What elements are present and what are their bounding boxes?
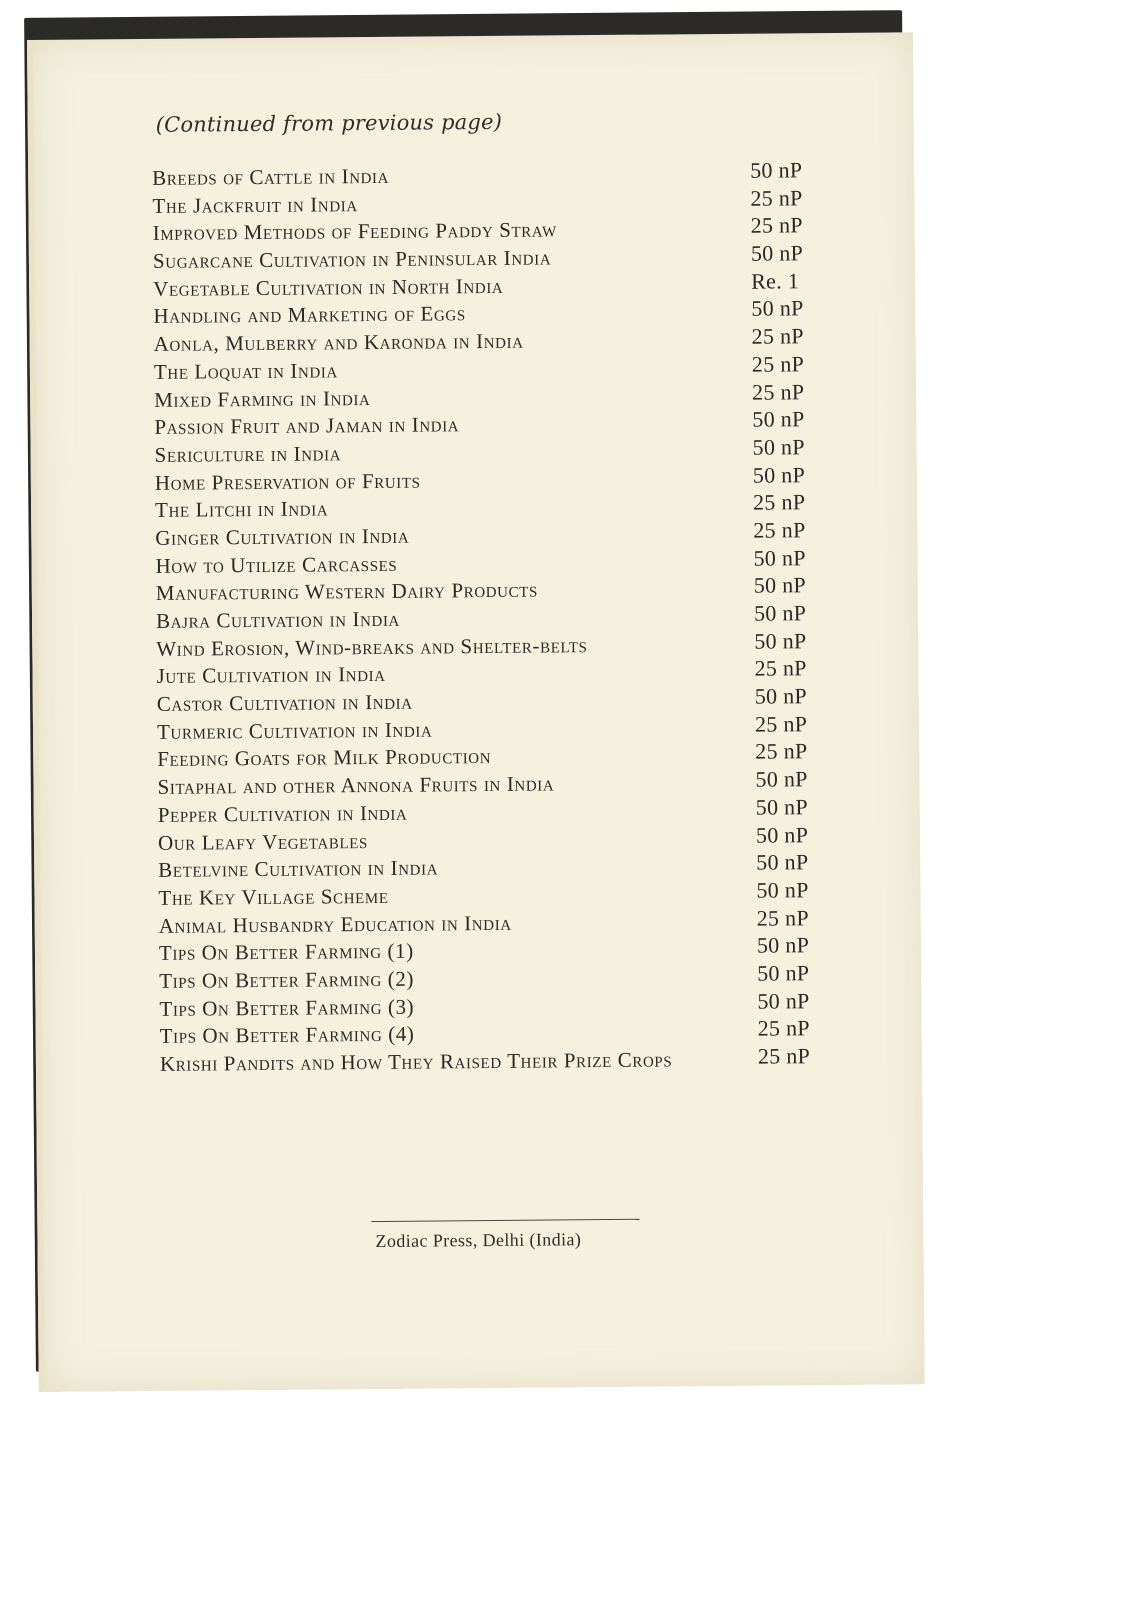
publication-price: 25 nP <box>750 212 804 239</box>
publication-price: 25 nP <box>753 517 806 543</box>
continued-note: (Continued from previous page) <box>155 109 503 137</box>
publication-title: The Jackfruit in India <box>152 191 358 218</box>
publication-title: Castor Cultivation in India <box>156 689 413 716</box>
publication-price: 50 nP <box>750 240 804 266</box>
publication-price: 25 nP <box>751 378 805 405</box>
publication-title: Jute Cultivation in India <box>156 662 386 689</box>
publication-price: 25 nP <box>750 184 803 211</box>
publication-price: 50 nP <box>756 849 809 875</box>
printer-imprint: Zodiac Press, Delhi (India) <box>375 1229 582 1252</box>
book-page <box>27 32 925 1392</box>
publication-title: Bajra Cultivation in India <box>155 606 401 633</box>
publication-title: Sericulture in India <box>154 441 342 467</box>
publication-title: Pepper Cultivation in India <box>157 800 408 827</box>
publication-price: 50 nP <box>753 572 807 598</box>
publication-price: 50 nP <box>756 877 809 903</box>
publication-title: Home Preservation of Fruits <box>154 468 421 495</box>
publication-title: Ginger Cultivation in India <box>155 523 410 550</box>
publication-price: 25 nP <box>751 323 804 349</box>
publication-price: 50 nP <box>754 627 807 654</box>
publication-title: Vegetable Cultivation in North India <box>153 273 504 301</box>
footer-divider <box>371 1219 639 1222</box>
publication-title: Tips On Better Farming (4) <box>159 1021 415 1049</box>
publication-list <box>152 159 820 1078</box>
publication-price: 50 nP <box>755 766 808 792</box>
publication-title: The Loquat in India <box>153 358 338 384</box>
publication-price: 50 nP <box>757 960 810 986</box>
publication-title: Turmeric Cultivation in India <box>156 717 433 744</box>
publication-title: Handling and Marketing of Eggs <box>153 301 466 329</box>
publication-title: Aonla, Mulberry and Karonda in India <box>153 328 524 357</box>
publication-title: Tips On Better Farming (1) <box>158 938 414 966</box>
publication-title: Our Leafy Vegetables <box>157 828 369 855</box>
publication-price: 25 nP <box>757 1015 811 1041</box>
publication-title: The Litchi in India <box>155 496 329 523</box>
publication-price: 50 nP <box>752 406 805 432</box>
publication-price: 25 nP <box>754 655 807 682</box>
publication-title: Krishi Pandits and How They Raised Their Prize Crops <box>159 1047 673 1076</box>
publication-price: 25 nP <box>757 1043 811 1069</box>
publication-title: Breeds of Cattle in India <box>152 163 390 190</box>
publication-title: The Key Village Scheme <box>158 883 389 910</box>
publication-price: 50 nP <box>757 987 810 1014</box>
publication-title: Animal Husbandry Education in India <box>158 910 512 938</box>
publication-title: Feeding Goats for Milk Production <box>157 744 492 772</box>
publication-title: Sitaphal and other Annona Fruits in India <box>157 771 555 800</box>
publication-title: Improved Methods of Feeding Paddy Straw <box>152 217 557 246</box>
publication-title: How to Utilize Carcasses <box>155 551 398 578</box>
publication-price: 25 nP <box>756 904 810 931</box>
publication-title: Wind Erosion, Wind-breaks and Shelter-belts <box>156 632 588 661</box>
publication-title: Tips On Better Farming (2) <box>159 966 415 993</box>
publication-price: 50 nP <box>755 794 809 820</box>
publication-price: 50 nP <box>751 295 804 322</box>
publication-title: Betelvine Cultivation in India <box>158 855 439 883</box>
publication-title: Mixed Farming in India <box>154 385 371 412</box>
publication-price: 50 nP <box>752 434 805 460</box>
list-item <box>160 1045 820 1078</box>
publication-price: 25 nP <box>751 351 805 377</box>
publication-price: 50 nP <box>752 461 806 488</box>
publication-price: 50 nP <box>753 544 806 571</box>
publication-price: 25 nP <box>755 738 808 765</box>
publication-price: 25 nP <box>754 710 808 737</box>
publication-price: 50 nP <box>755 821 809 848</box>
publication-title: Passion Fruit and Jaman in India <box>154 412 460 440</box>
publication-price: 50 nP <box>756 932 810 958</box>
publication-title: Manufacturing Western Dairy Products <box>155 577 538 606</box>
publication-price: Re. 1 <box>751 268 800 294</box>
publication-title: Tips On Better Farming (3) <box>159 994 415 1021</box>
publication-price: 50 nP <box>754 683 808 709</box>
publication-title: Sugarcane Cultivation in Peninsular India <box>152 245 552 273</box>
publication-price: 25 nP <box>752 489 806 515</box>
publication-price: 50 nP <box>750 157 803 183</box>
publication-price: 50 nP <box>753 600 807 626</box>
